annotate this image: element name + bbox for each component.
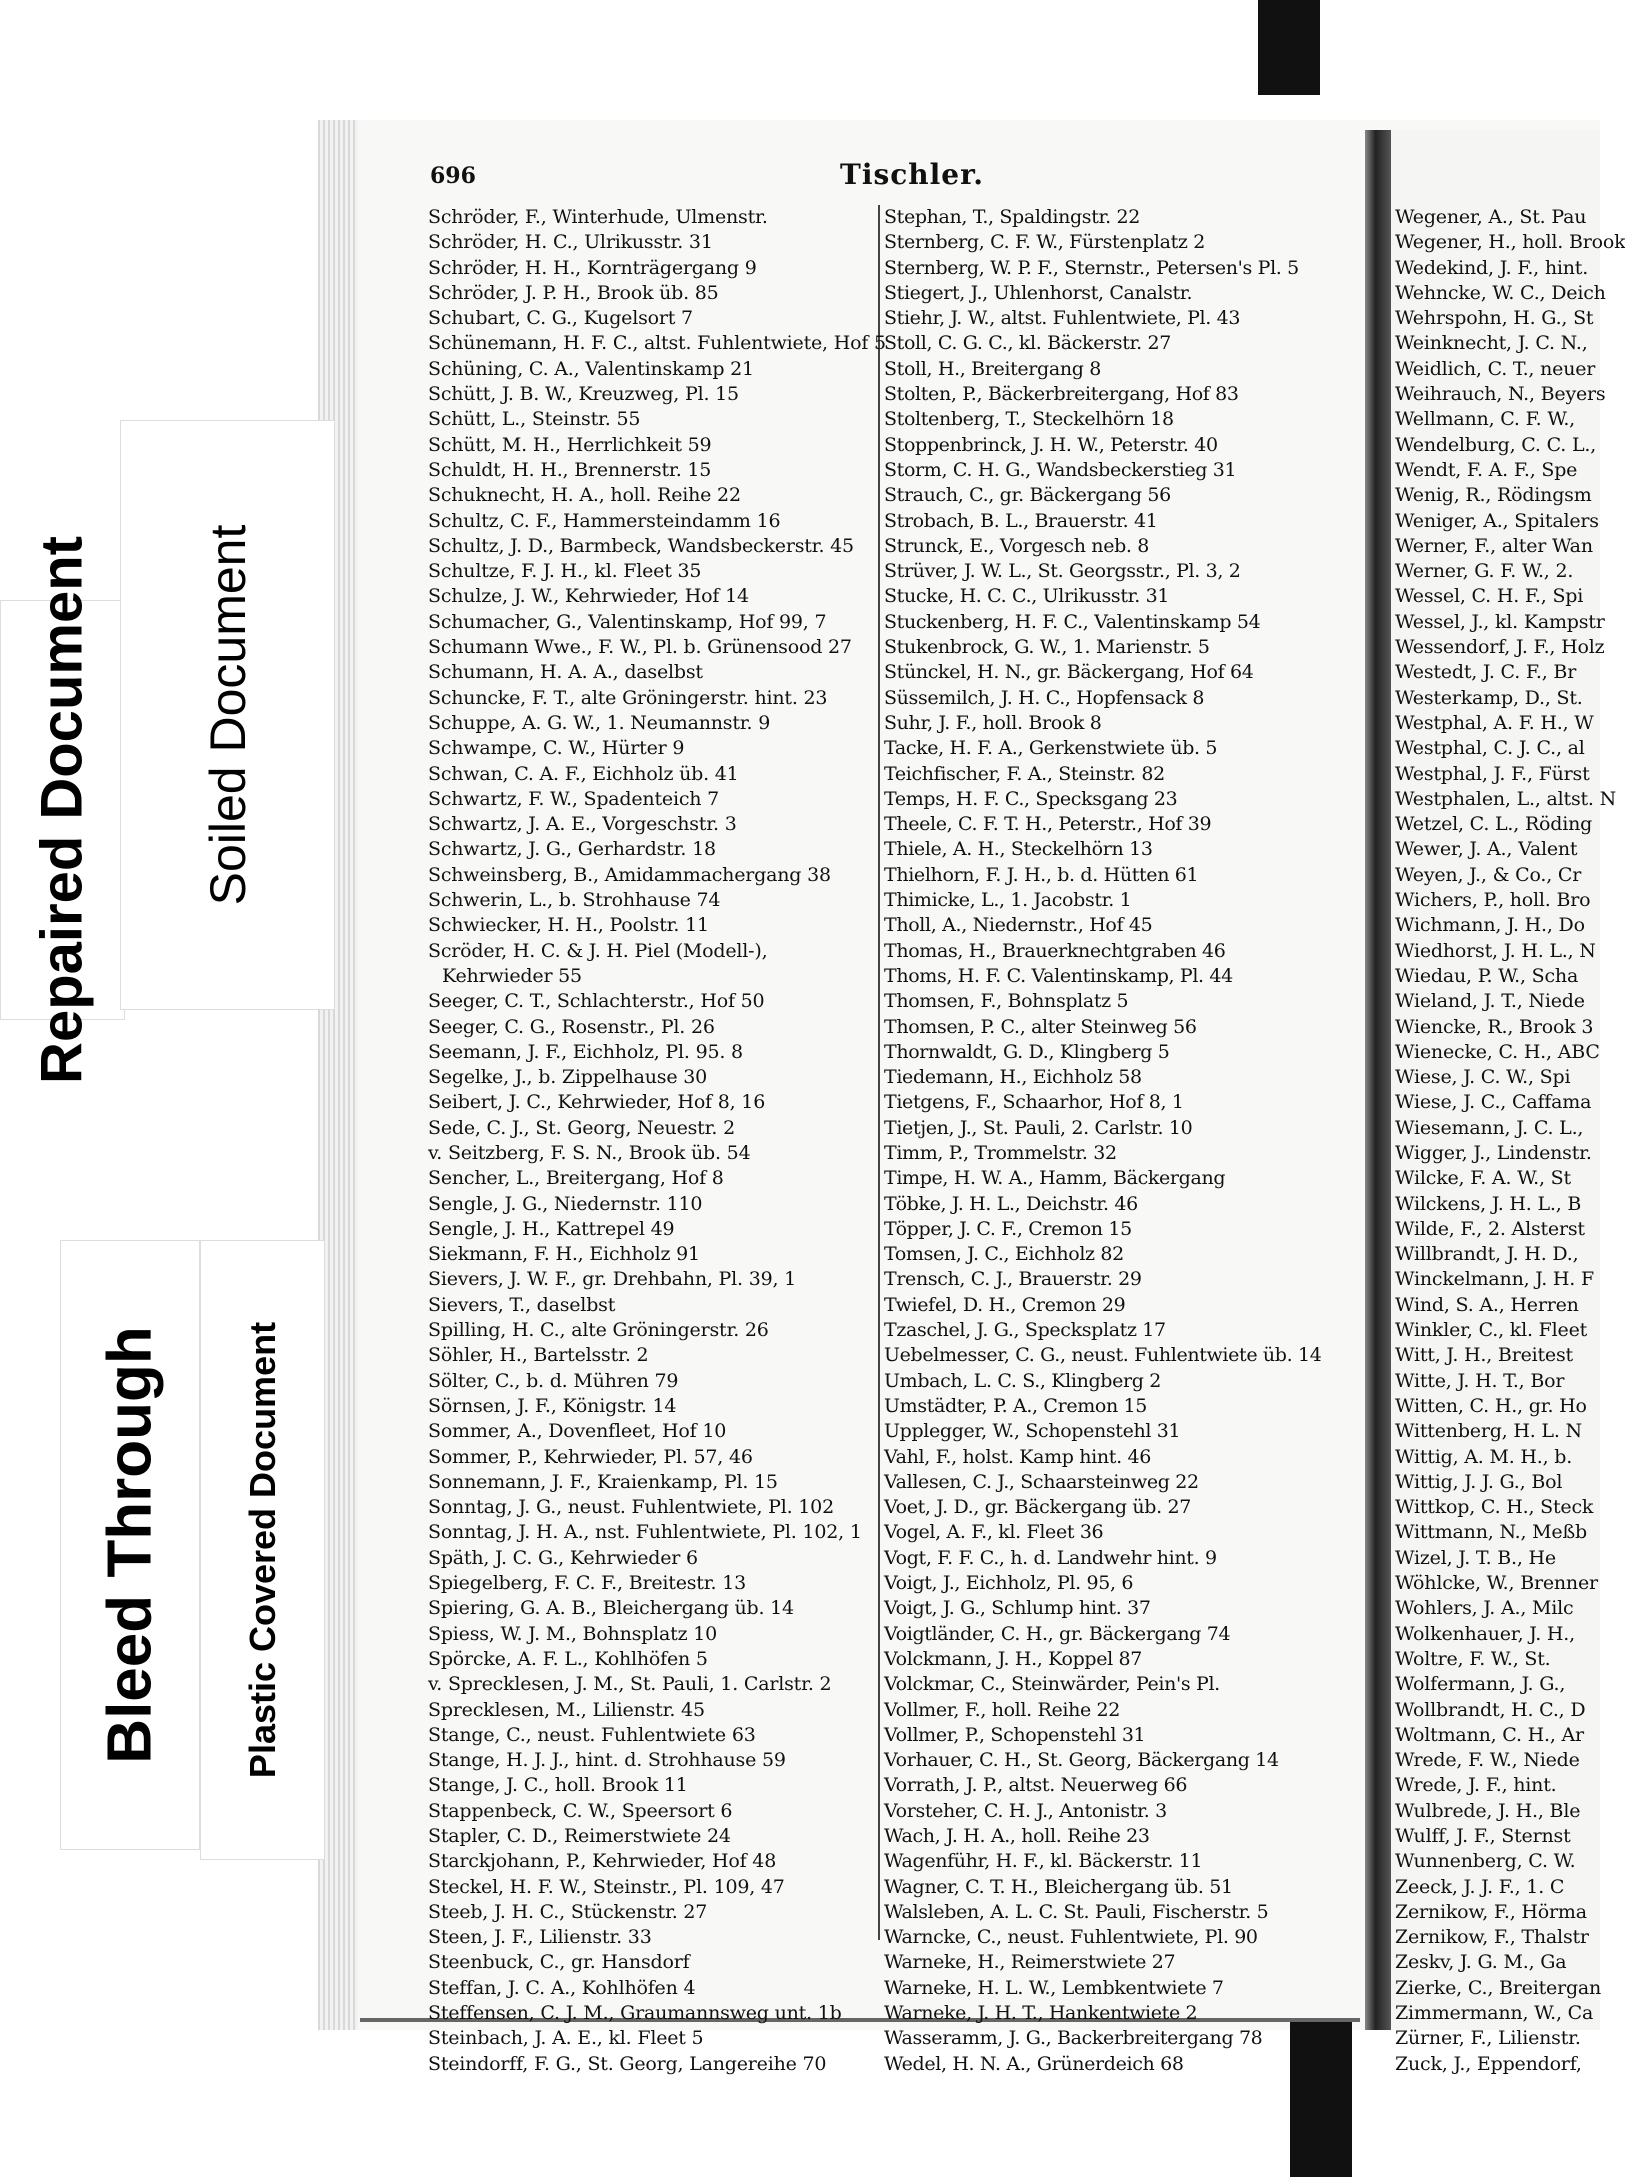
directory-entry: Sternberg, W. P. F., Sternstr., Petersen's Pl. 5 <box>884 256 1299 279</box>
directory-entry: Walsleben, A. L. C. St. Pauli, Fischerstr. 5 <box>884 1900 1269 1923</box>
directory-entry: Strobach, B. L., Brauerstr. 41 <box>884 509 1158 532</box>
directory-entry: Schünemann, H. F. C., altst. Fuhlentwiete, Hof 5 <box>428 332 886 355</box>
directory-entry: Schumann Wwe., F. W., Pl. b. Grünensood 27 <box>428 636 852 659</box>
directory-entry: Spiegelberg, F. C. F., Breitestr. 13 <box>428 1572 746 1595</box>
directory-entry: Wessel, J., kl. Kampstr <box>1395 610 1605 633</box>
directory-entry: Wittig, J. J. G., Bol <box>1395 1470 1563 1493</box>
directory-entry: Umstädter, P. A., Cremon 15 <box>884 1394 1148 1417</box>
directory-entry: Schwiecker, H. H., Poolstr. 11 <box>428 914 709 937</box>
directory-entry: Schütt, J. B. W., Kreuzweg, Pl. 15 <box>428 383 739 406</box>
directory-entry: Temps, H. F. C., Specksgang 23 <box>884 787 1178 810</box>
directory-entry: Schumacher, G., Valentinskamp, Hof 99, 7 <box>428 610 827 633</box>
directory-entry: Schuldt, H. H., Brennerstr. 15 <box>428 458 712 481</box>
directory-entry: Wichers, P., holl. Bro <box>1395 889 1591 912</box>
directory-entry: Tietjen, J., St. Pauli, 2. Carlstr. 10 <box>884 1116 1193 1139</box>
directory-entry: Vollmer, F., holl. Reihe 22 <box>884 1698 1121 1721</box>
directory-entry: Winckelmann, J. H. F <box>1395 1268 1594 1291</box>
directory-entry: Timm, P., Trommelstr. 32 <box>884 1141 1117 1164</box>
directory-entry: Stappenbeck, C. W., Speersort 6 <box>428 1799 733 1822</box>
directory-entry: Wendelburg, C. C. L., <box>1395 433 1597 456</box>
page-number: 696 <box>430 163 476 189</box>
directory-entry: Wigger, J., Lindenstr. <box>1395 1141 1592 1164</box>
directory-entry: Wach, J. H. A., holl. Reihe 23 <box>884 1825 1150 1847</box>
directory-entry: Spiering, G. A. B., Bleichergang üb. 14 <box>428 1597 794 1620</box>
directory-entry: Wilckens, J. H. L., B <box>1395 1192 1582 1215</box>
directory-entry: Sengle, J. G., Niedernstr. 110 <box>428 1192 703 1215</box>
directory-entry: Woltre, F. W., St. <box>1395 1647 1551 1670</box>
directory-entry: Schulze, J. W., Kehrwieder, Hof 14 <box>428 585 749 608</box>
directory-entry: Voigt, J. G., Schlump hint. 37 <box>884 1597 1151 1620</box>
page-title: Tischler. <box>840 158 985 191</box>
directory-entry: Süssemilch, J. H. C., Hopfensack 8 <box>884 686 1205 709</box>
directory-entry: Wehrspohn, H. G., St <box>1395 307 1594 330</box>
directory-entry: Wiedhorst, J. H. L., N <box>1395 939 1596 962</box>
directory-entry: Steffan, J. C. A., Kohlhöfen 4 <box>428 1976 696 1999</box>
directory-entry: Westphal, J. F., Fürst <box>1395 762 1590 785</box>
directory-entry: Wasseramm, J. G., Backerbreitergang 78 <box>884 2027 1263 2050</box>
directory-entry: Starckjohann, P., Kehrwieder, Hof 48 <box>428 1850 777 1873</box>
directory-entry: Stuckenberg, H. F. C., Valentinskamp 54 <box>884 610 1261 633</box>
middle-column <box>884 205 1344 2077</box>
directory-entry: Kehrwieder 55 <box>442 964 582 987</box>
directory-entry: Weinknecht, J. C. N., <box>1395 332 1588 355</box>
directory-entry: Schütt, L., Steinstr. 55 <box>428 408 641 431</box>
directory-entry: v. Sprecklesen, J. M., St. Pauli, 1. Carlstr. 2 <box>428 1673 832 1696</box>
directory-entry: Wiese, J. C., Caffama <box>1395 1091 1592 1114</box>
bleed-through-label: Bleed Through <box>95 1326 165 1764</box>
directory-entry: Volckmann, J. H., Koppel 87 <box>884 1647 1142 1670</box>
directory-entry: Zernikow, F., Thalstr <box>1395 1926 1589 1949</box>
book-spine <box>1365 130 1391 2030</box>
directory-entry: Wagenführ, H. F., kl. Bäckerstr. 11 <box>884 1850 1203 1873</box>
directory-entry: Willbrandt, J. H. D., <box>1395 1243 1579 1266</box>
directory-entry: Schuppe, A. G. W., 1. Neumannstr. 9 <box>428 711 771 734</box>
directory-entry: Schwartz, F. W., Spadenteich 7 <box>428 787 720 810</box>
directory-entry: Seeger, C. G., Rosenstr., Pl. 26 <box>428 1015 715 1038</box>
directory-entry: Vorrath, J. P., altst. Neuerweg 66 <box>884 1774 1188 1797</box>
directory-entry: Schumann, H. A. A., daselbst <box>428 661 703 684</box>
directory-entry: Seemann, J. F., Eichholz, Pl. 95. 8 <box>428 1040 743 1063</box>
directory-entry: Steindorff, F. G., St. Georg, Langereihe 70 <box>428 2052 827 2075</box>
directory-entry: Tzaschel, J. G., Specksplatz 17 <box>884 1319 1166 1342</box>
directory-entry: Wohlers, J. A., Milc <box>1395 1597 1574 1620</box>
directory-entry: Weihrauch, N., Beyers <box>1395 383 1606 406</box>
directory-entry: Vorhauer, C. H., St. Georg, Bäckergang 14 <box>884 1749 1279 1772</box>
repaired-document-label: Repaired Document <box>29 536 95 1084</box>
directory-entry: Spörcke, A. F. L., Kohlhöfen 5 <box>428 1647 708 1670</box>
directory-entry: Stange, C., neust. Fuhlentwiete 63 <box>428 1723 756 1746</box>
directory-entry: Wegener, H., holl. Brook <box>1395 231 1625 254</box>
directory-entry: Schröder, F., Winterhude, Ulmenstr. <box>428 206 768 228</box>
directory-entry: Timpe, H. W. A., Hamm, Bäckergang <box>884 1167 1226 1190</box>
directory-entry: Winkler, C., kl. Fleet <box>1395 1319 1588 1342</box>
directory-entry: Wedekind, J. F., hint. <box>1395 256 1589 279</box>
directory-entry: Stange, H. J. J., hint. d. Strohhause 59 <box>428 1749 786 1772</box>
directory-entry: Wöhlcke, W., Brenner <box>1395 1572 1598 1595</box>
directory-entry: Vallesen, C. J., Schaarsteinweg 22 <box>884 1470 1199 1493</box>
directory-entry: Witten, C. H., gr. Ho <box>1395 1394 1587 1417</box>
directory-entry: Weniger, A., Spitalers <box>1395 509 1599 532</box>
directory-entry: Uebelmesser, C. G., neust. Fuhlentwiete üb. 14 <box>884 1344 1322 1367</box>
directory-entry: Seeger, C. T., Schlachterstr., Hof 50 <box>428 990 765 1013</box>
directory-entry: Vollmer, P., Schopenstehl 31 <box>884 1723 1146 1746</box>
directory-entry: Voet, J. D., gr. Bäckergang üb. 27 <box>884 1496 1191 1519</box>
directory-entry: Zeeck, J. J. F., 1. C <box>1395 1875 1565 1898</box>
directory-entry: Wittmann, N., Meßb <box>1395 1521 1587 1544</box>
directory-entry: Sievers, T., daselbst <box>428 1293 616 1316</box>
directory-entry: Zimmermann, W., Ca <box>1395 2002 1594 2025</box>
directory-entry: Storm, C. H. G., Wandsbeckerstieg 31 <box>884 458 1237 481</box>
directory-entry: Schwampe, C. W., Hürter 9 <box>428 737 685 760</box>
directory-entry: Stiehr, J. W., altst. Fuhlentwiete, Pl. 43 <box>884 307 1241 330</box>
directory-entry: Vorsteher, C. H. J., Antonistr. 3 <box>884 1799 1167 1822</box>
directory-entry: Westedt, J. C. F., Br <box>1395 661 1577 684</box>
plastic-covered-tag <box>200 1240 325 1860</box>
directory-entry: Strunck, E., Vorgesch neb. 8 <box>884 534 1150 557</box>
directory-entry: Wienecke, C. H., ABC <box>1395 1040 1600 1063</box>
directory-entry: Trensch, C. J., Brauerstr. 29 <box>884 1268 1142 1291</box>
directory-entry: Töbke, J. H. L., Deichstr. 46 <box>884 1192 1138 1215</box>
directory-entry: Wichmann, J. H., Do <box>1395 914 1585 937</box>
directory-entry: Steen, J. F., Lilienstr. 33 <box>428 1926 652 1949</box>
directory-entry: Wollbrandt, H. C., D <box>1395 1698 1586 1721</box>
plastic-covered-label: Plastic Covered Document <box>241 1321 283 1779</box>
directory-entry: Thoms, H. F. C. Valentinskamp, Pl. 44 <box>884 964 1233 987</box>
soiled-document-tag <box>120 420 335 1010</box>
directory-entry: Thomsen, F., Bohnsplatz 5 <box>884 990 1129 1013</box>
directory-entry: Wulff, J. F., Sternst <box>1395 1825 1571 1847</box>
directory-entry: Tietgens, F., Schaarhor, Hof 8, 1 <box>884 1091 1184 1114</box>
directory-entry: Thornwaldt, G. D., Klingberg 5 <box>884 1040 1170 1063</box>
directory-entry: Twiefel, D. H., Cremon 29 <box>884 1293 1126 1316</box>
repaired-document-tag <box>0 536 125 1084</box>
directory-entry: Steinbach, J. A. E., kl. Fleet 5 <box>428 2027 704 2050</box>
black-bar-top <box>1258 0 1320 95</box>
directory-entry: Suhr, J. F., holl. Brook 8 <box>884 711 1102 734</box>
directory-entry: Wolkenhauer, J. H., <box>1395 1622 1575 1645</box>
directory-entry: Stünckel, H. N., gr. Bäckergang, Hof 64 <box>884 661 1254 684</box>
directory-entry: Steffensen, C. J. M., Graumannsweg unt. 1b <box>428 2002 842 2025</box>
directory-entry: Wenig, R., Rödingsm <box>1395 484 1592 507</box>
directory-entry: Stiegert, J., Uhlenhorst, Canalstr. <box>884 281 1193 304</box>
directory-entry: Warncke, C., neust. Fuhlentwiete, Pl. 90 <box>884 1926 1258 1949</box>
directory-entry: Wind, S. A., Herren <box>1395 1293 1579 1316</box>
directory-entry: Stoppenbrinck, J. H. W., Peterstr. 40 <box>884 433 1218 456</box>
directory-entry: Wetzel, C. L., Röding <box>1395 813 1593 836</box>
directory-entry: Thiele, A. H., Steckelhörn 13 <box>884 838 1153 861</box>
directory-entry: Zeskv, J. G. M., Ga <box>1395 1951 1567 1974</box>
directory-entry: Vogel, A. F., kl. Fleet 36 <box>884 1521 1104 1544</box>
directory-entry: Wiedau, P. W., Scha <box>1395 964 1579 987</box>
directory-entry: Wiencke, R., Brook 3 <box>1395 1015 1594 1038</box>
directory-entry: Thomsen, P. C., alter Steinweg 56 <box>884 1015 1197 1038</box>
directory-entry: Wiese, J. C. W., Spi <box>1395 1066 1571 1089</box>
directory-entry: Wegener, A., St. Pau <box>1395 206 1587 228</box>
directory-entry: Tacke, H. F. A., Gerkenstwiete üb. 5 <box>884 737 1218 760</box>
directory-entry: Westphal, C. J. C., al <box>1395 737 1585 760</box>
directory-entry: Schüning, C. A., Valentinskamp 21 <box>428 357 754 380</box>
directory-entry: Woltmann, C. H., Ar <box>1395 1723 1584 1746</box>
directory-entry: Sörnsen, J. F., Königstr. 14 <box>428 1394 677 1417</box>
directory-entry: Söhler, H., Bartelsstr. 2 <box>428 1344 649 1367</box>
directory-entry: Sencher, L., Breitergang, Hof 8 <box>428 1167 724 1190</box>
directory-entry: Spilling, H. C., alte Gröningerstr. 26 <box>428 1319 769 1342</box>
directory-entry: Schwartz, J. A. E., Vorgeschstr. 3 <box>428 813 737 836</box>
directory-entry: Umbach, L. C. S., Klingberg 2 <box>884 1369 1161 1392</box>
directory-entry: Stukenbrock, G. W., 1. Marienstr. 5 <box>884 636 1210 659</box>
directory-entry: Wellmann, C. F. W., <box>1395 408 1576 431</box>
directory-entry: Wessel, C. H. F., Spi <box>1395 585 1584 608</box>
directory-entry: Schuknecht, H. A., holl. Reihe 22 <box>428 484 741 507</box>
directory-entry: Späth, J. C. G., Kehrwieder 6 <box>428 1546 698 1569</box>
directory-entry: Schultz, J. D., Barmbeck, Wandsbeckerstr. 45 <box>428 534 854 557</box>
directory-entry: Stucke, H. C. C., Ulrikusstr. 31 <box>884 585 1170 608</box>
directory-entry: Schütt, M. H., Herrlichkeit 59 <box>428 433 712 456</box>
directory-entry: Wilde, F., 2. Alsterst <box>1395 1217 1585 1240</box>
directory-entry: Wewer, J. A., Valent <box>1395 838 1578 861</box>
directory-entry: Scröder, H. C. & J. H. Piel (Modell-), <box>428 939 768 962</box>
directory-entry: Sonntag, J. G., neust. Fuhlentwiete, Pl. 102 <box>428 1496 834 1519</box>
directory-entry: Tomsen, J. C., Eichholz 82 <box>884 1243 1124 1266</box>
directory-entry: Steenbuck, C., gr. Hansdorf <box>428 1951 690 1974</box>
directory-entry: Töpper, J. C. F., Cremon 15 <box>884 1217 1132 1240</box>
directory-entry: Sievers, J. W. F., gr. Drehbahn, Pl. 39, 1 <box>428 1268 797 1291</box>
directory-entry: Werner, G. F. W., 2. <box>1395 560 1574 583</box>
directory-entry: Vahl, F., holst. Kamp hint. 46 <box>884 1445 1151 1468</box>
directory-entry: Wehncke, W. C., Deich <box>1395 281 1606 304</box>
soiled-document-label: Soiled Document <box>199 524 256 906</box>
directory-entry: Wendt, F. A. F., Spe <box>1395 458 1578 481</box>
directory-entry: Zernikow, F., Hörma <box>1395 1900 1587 1923</box>
directory-entry: Stolten, P., Bäckerbreitergang, Hof 83 <box>884 383 1239 406</box>
directory-entry: Stoll, C. G. C., kl. Bäckerstr. 27 <box>884 332 1171 355</box>
directory-entry: Thielhorn, F. J. H., b. d. Hütten 61 <box>884 863 1199 886</box>
directory-entry: Wittkop, C. H., Steck <box>1395 1496 1594 1519</box>
directory-entry: Sommer, A., Dovenfleet, Hof 10 <box>428 1420 727 1443</box>
directory-entry: Witt, J. H., Breitest <box>1395 1344 1573 1367</box>
directory-entry: Witte, J. H. T., Bor <box>1395 1369 1565 1392</box>
directory-entry: Tiedemann, H., Eichholz 58 <box>884 1066 1142 1089</box>
directory-entry: Siekmann, F. H., Eichholz 91 <box>428 1243 700 1266</box>
directory-entry: Spiess, W. J. M., Bohnsplatz 10 <box>428 1622 718 1645</box>
directory-entry: Sprecklesen, M., Lilienstr. 45 <box>428 1698 705 1721</box>
directory-entry: Volckmar, C., Steinwärder, Pein's Pl. <box>884 1673 1220 1696</box>
directory-entry: Sommer, P., Kehrwieder, Pl. 57, 46 <box>428 1445 753 1468</box>
directory-entry: Teichfischer, F. A., Steinstr. 82 <box>884 762 1165 785</box>
directory-entry: Seibert, J. C., Kehrwieder, Hof 8, 16 <box>428 1091 766 1114</box>
directory-entry: Stoltenberg, T., Steckelhörn 18 <box>884 408 1174 431</box>
directory-entry: Schubart, C. G., Kugelsort 7 <box>428 307 693 330</box>
directory-entry: Schröder, H. H., Kornträgergang 9 <box>428 256 757 279</box>
directory-entry: Wilcke, F. A. W., St <box>1395 1167 1571 1190</box>
directory-entry: Stoll, H., Breitergang 8 <box>884 357 1101 380</box>
directory-entry: Upplegger, W., Schopenstehl 31 <box>884 1420 1181 1443</box>
directory-entry: Wrede, J. F., hint. <box>1395 1774 1557 1797</box>
directory-entry: Steeb, J. H. C., Stückenstr. 27 <box>428 1900 708 1923</box>
directory-entry: Schultze, F. J. H., kl. Fleet 35 <box>428 560 702 583</box>
directory-entry: Westerkamp, D., St. <box>1395 686 1583 709</box>
directory-entry: Weidlich, C. T., neuer <box>1395 357 1596 380</box>
directory-entry: Zierke, C., Breitergan <box>1395 1976 1602 1999</box>
directory-entry: Thimicke, L., 1. Jacobstr. 1 <box>884 889 1132 912</box>
directory-entry: Wessendorf, J. F., Holz <box>1395 636 1605 659</box>
directory-entry: Wittenberg, H. L. N <box>1395 1420 1582 1443</box>
directory-entry: Wolfermann, J. G., <box>1395 1673 1566 1696</box>
directory-entry: Schuncke, F. T., alte Gröningerstr. hint. 23 <box>428 686 828 709</box>
directory-entry: Stange, J. C., holl. Brook 11 <box>428 1774 688 1797</box>
directory-entry: Schweinsberg, B., Amidammachergang 38 <box>428 863 831 886</box>
directory-entry: Warneke, H. L. W., Lembkentwiete 7 <box>884 1976 1224 1999</box>
directory-entry: Steckel, H. F. W., Steinstr., Pl. 109, 47 <box>428 1875 785 1898</box>
left-column <box>428 205 886 2077</box>
directory-entry: Schultz, C. F., Hammersteindamm 16 <box>428 509 781 532</box>
directory-entry: Strauch, C., gr. Bäckergang 56 <box>884 484 1171 507</box>
directory-entry: Westphalen, L., altst. N <box>1395 787 1617 810</box>
bleed-through-tag <box>60 1240 200 1850</box>
directory-entry: Vogt, F. F. C., h. d. Landwehr hint. 9 <box>884 1546 1217 1569</box>
directory-entry: Wagner, C. T. H., Bleichergang üb. 51 <box>884 1875 1233 1898</box>
directory-entry: Weyen, J., & Co., Cr <box>1395 863 1582 886</box>
directory-entry: Schwan, C. A. F., Eichholz üb. 41 <box>428 762 739 785</box>
directory-entry: Stapler, C. D., Reimerstwiete 24 <box>428 1825 731 1847</box>
directory-entry: Schwartz, J. G., Gerhardstr. 18 <box>428 838 716 861</box>
directory-entry: Zürner, F., Lilienstr. <box>1395 2027 1581 2050</box>
directory-entry: Strüver, J. W. L., St. Georgsstr., Pl. 3, 2 <box>884 560 1241 583</box>
directory-entry: Sonntag, J. H. A., nst. Fuhlentwiete, Pl. 102, 1 <box>428 1521 862 1544</box>
directory-entry: Warneke, H., Reimerstwiete 27 <box>884 1951 1176 1974</box>
directory-entry: Tholl, A., Niedernstr., Hof 45 <box>884 914 1153 937</box>
directory-entry: Werner, F., alter Wan <box>1395 534 1593 557</box>
right-column <box>1395 205 1625 2077</box>
directory-entry: Sölter, C., b. d. Mühren 79 <box>428 1369 679 1392</box>
directory-entry: Sternberg, C. F. W., Fürstenplatz 2 <box>884 231 1205 254</box>
directory-entry: Schröder, H. C., Ulrikusstr. 31 <box>428 231 713 254</box>
directory-entry: Zuck, J., Eppendorf, <box>1395 2052 1582 2075</box>
directory-entry: Warneke, J. H. T., Hankentwiete 2 <box>884 2002 1198 2025</box>
directory-entry: Wulbrede, J. H., Ble <box>1395 1799 1581 1822</box>
directory-entry: Theele, C. F. T. H., Peterstr., Hof 39 <box>884 813 1212 836</box>
directory-entry: Voigt, J., Eichholz, Pl. 95, 6 <box>884 1572 1134 1595</box>
directory-entry: Wizel, J. T. B., He <box>1395 1546 1556 1569</box>
directory-entry: Sede, C. J., St. Georg, Neuestr. 2 <box>428 1116 735 1139</box>
directory-entry: Schwerin, L., b. Strohhause 74 <box>428 889 721 912</box>
directory-entry: Wittig, A. M. H., b. <box>1395 1445 1573 1468</box>
directory-entry: Segelke, J., b. Zippelhause 30 <box>428 1066 708 1089</box>
directory-entry: Thomas, H., Brauerknechtgraben 46 <box>884 939 1226 962</box>
directory-entry: Voigtländer, C. H., gr. Bäckergang 74 <box>884 1622 1231 1645</box>
directory-entry: Sonnemann, J. F., Kraienkamp, Pl. 15 <box>428 1470 778 1493</box>
directory-entry: Schröder, J. P. H., Brook üb. 85 <box>428 281 719 304</box>
directory-entry: Wrede, F. W., Niede <box>1395 1749 1580 1772</box>
directory-entry: Wunnenberg, C. W. <box>1395 1850 1576 1873</box>
directory-entry: v. Seitzberg, F. S. N., Brook üb. 54 <box>428 1141 751 1164</box>
directory-entry: Stephan, T., Spaldingstr. 22 <box>884 206 1140 228</box>
directory-entry: Westphal, A. F. H., W <box>1395 711 1594 734</box>
directory-entry: Wedel, H. N. A., Grünerdeich 68 <box>884 2052 1184 2075</box>
directory-entry: Wiesemann, J. C. L., <box>1395 1116 1584 1139</box>
directory-entry: Sengle, J. H., Kattrepel 49 <box>428 1217 675 1240</box>
directory-entry: Wieland, J. T., Niede <box>1395 990 1585 1013</box>
